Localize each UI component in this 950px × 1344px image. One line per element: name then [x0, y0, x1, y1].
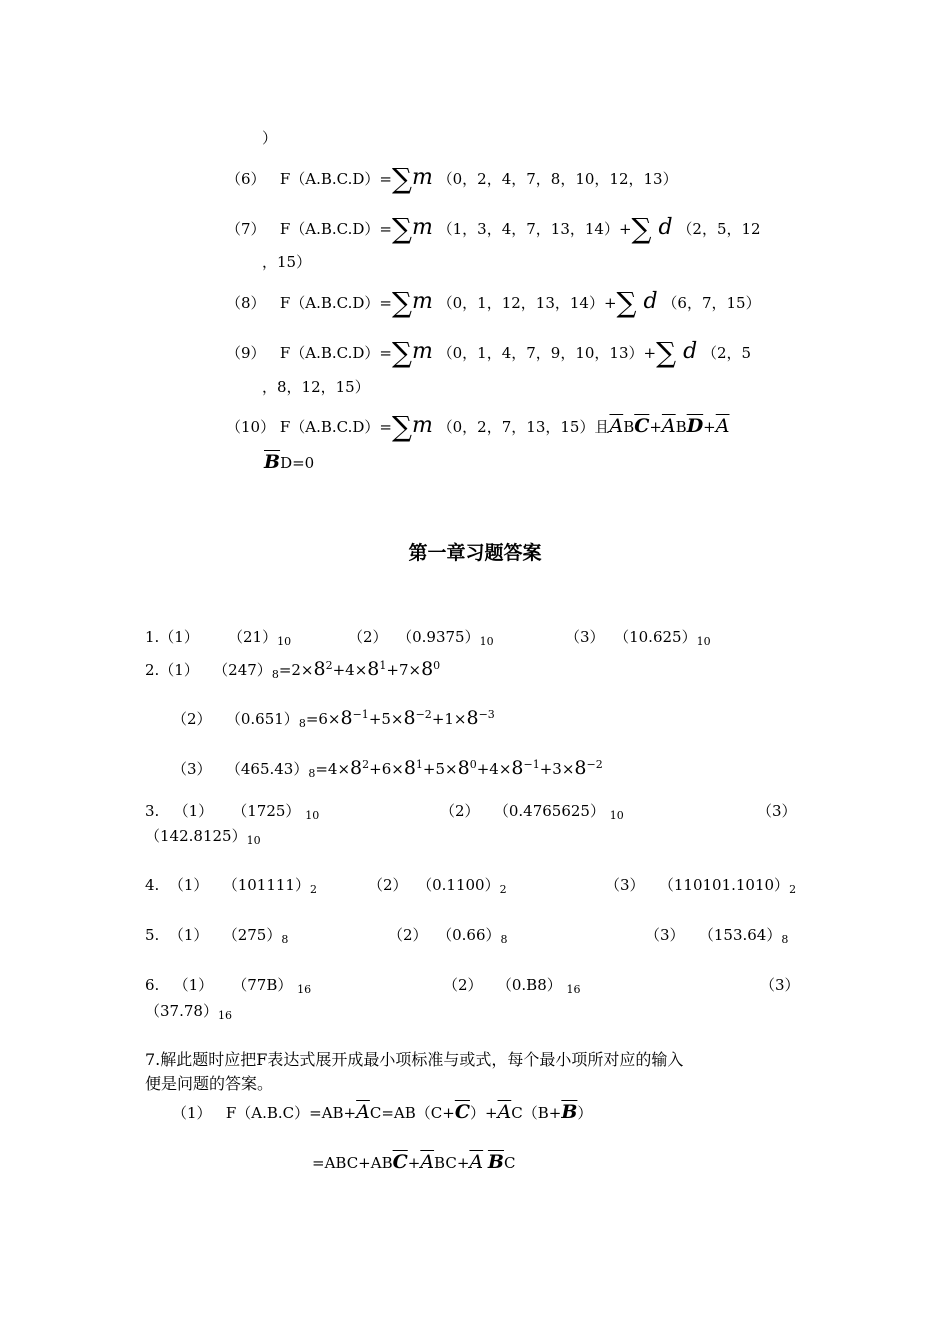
sum-icon: ∑: [391, 212, 412, 245]
q4-a3: （3） $(110101.1010)_2$: [605, 876, 797, 896]
q5: 5. （1） $(275)_8$: [145, 926, 289, 946]
q5-a3: （3） $(153.64)_8$: [645, 926, 789, 946]
sum-icon: ∑: [631, 212, 652, 245]
sum-icon: ∑: [391, 162, 412, 195]
sum-icon: ∑: [391, 410, 412, 443]
q3-a3: $(142.8125)_{10}$: [145, 827, 261, 847]
q7-eq2: $=ABC+AB\overline{C}+\overline{A}BC+\overline{A}$ $\overline{B}C$: [312, 1151, 516, 1173]
q6-p3: （3）: [760, 976, 800, 994]
sum-icon: ∑: [391, 336, 412, 369]
item-10-cont: $\overline{B}D=0$: [264, 451, 315, 473]
q6-a2: （2） （0.B8） $_{16}$: [443, 976, 581, 996]
item-8: （8） F（A.B.C.D）=∑m （0，1，12，13，14）+∑ d （6，7，15）: [226, 286, 761, 319]
q3-line1: 3. （1） （1725） $_{10}$: [145, 802, 320, 822]
section-title: 第一章习题答案: [408, 542, 542, 564]
q4: 4. （1） $(101111)_2$: [145, 876, 317, 896]
q7-line2: 便是问题的答案。: [145, 1074, 274, 1093]
paren-close: ）: [262, 129, 278, 147]
q2-2: （2） $(0.651)_8=6\times 8^{-1}+5\times 8^{-2}+1\times 8^{-3}$: [172, 707, 495, 730]
q6-a3: $(37.78)_{16}$: [145, 1002, 232, 1022]
item-9-cont: ，8，12，15）: [262, 378, 370, 396]
q2-3: （3） $(465.43)_8=4\times 8^2+6\times 8^1+5\times 8^0+4\times 8^{-1}+3\times 8^{-2}$: [172, 757, 603, 780]
q6-line1: 6. （1） （77B） $_{16}$: [145, 976, 312, 996]
q7-eq1: （1） $F(A.B.C)=AB+\overline{A}C=AB(C+\overline{C})+\overline{A}C(B+\overline{B})$: [172, 1101, 593, 1123]
q3-p3: （3）: [757, 802, 797, 820]
q1-a1: $(21)_{10}$: [228, 628, 292, 648]
item-7: （7） F（A.B.C.D）=∑m （1，3，4，7，13，14）+∑ d （2，5，12: [226, 212, 761, 245]
q1-a3: （3） $(10.625)_{10}$: [565, 628, 711, 648]
item-9: （9） F（A.B.C.D）=∑m （0，1，4，7，9，10，13）+∑ d （2，5: [226, 336, 752, 369]
item-10: （10） F（A.B.C.D）=∑m （0，2，7，13，15）且$\overline{A}B\overline{C}+\overline{A}B\overline{D}+\overline{A}$: [226, 410, 730, 443]
q4-a2: （2） $(0.1100)_2$: [368, 876, 507, 896]
q5-a2: （2） $(0.66)_8$: [388, 926, 508, 946]
q1-n: 1.（1）: [145, 628, 199, 646]
item-7-cont: ，15）: [262, 253, 312, 271]
sum-icon: ∑: [616, 286, 637, 319]
sum-icon: ∑: [656, 336, 677, 369]
item-6: （6） F（A.B.C.D）=∑m （0，2，4，7，8，10，12，13）: [226, 162, 678, 195]
q7-line1: 7.解此题时应把F表达式展开成最小项标准与或式，每个最小项所对应的输入: [145, 1050, 684, 1069]
sum-icon: ∑: [391, 286, 412, 319]
q3-a2: （2） （0.4765625） $_{10}$: [440, 802, 624, 822]
q2-1: 2.（1） $(247)_8=2\times 8^2+4\times 8^1+7\times 8^0$: [145, 658, 441, 681]
q1-a2: （2） $(0.9375)_{10}$: [348, 628, 494, 648]
